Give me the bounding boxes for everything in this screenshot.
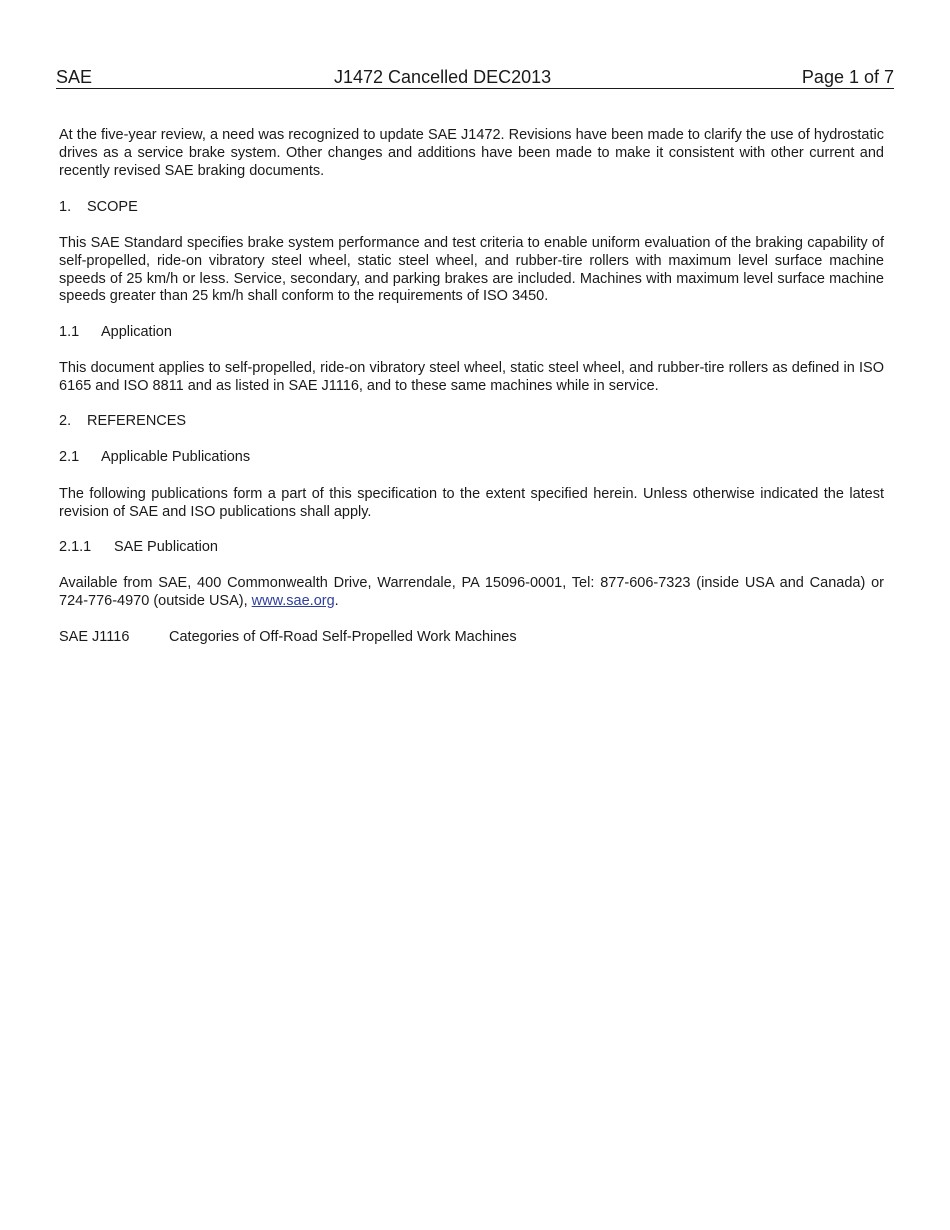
header-document-id: J1472 Cancelled DEC2013 xyxy=(334,67,552,87)
section-title: SCOPE xyxy=(87,199,138,215)
header-organization: SAE xyxy=(56,67,93,87)
scope-paragraph: This SAE Standard specifies brake system performance and test criteria to enable uniform evaluation of the braking capability of self-propelled, ride-on vibratory steel wheel, static steel wheel, and rubber-tire rollers with maximum level surface machine speeds of 25 km/h or less. Service, secondary, and parking brakes are included. Machines with maximum level surface machine speeds greater than 25 km/h shall conform to the requirements of ISO 3450. xyxy=(59,235,884,305)
availability-text: Available from SAE, 400 Commonwealth Drive, Warrendale, PA 15096-0001, Tel: 877-606-7323 (inside USA and Canada) or 724-776-4970 (outside USA), xyxy=(59,575,884,609)
application-paragraph: This document applies to self-propelled, ride-on vibratory steel wheel, static steel wheel, and rubber-tire rollers as defined in ISO 6165 and ISO 8811 and as listed in SAE J1116, and to these same machines while in service. xyxy=(59,360,884,394)
publications-paragraph: The following publications form a part of this specification to the extent specified herein. Unless otherwise indicated the latest revision of SAE and ISO publications shall apply. xyxy=(59,486,884,520)
intro-paragraph: At the five-year review, a need was recognized to update SAE J1472. Revisions have been made to clarify the use of hydrostatic drives as a service brake system. Other changes and additions have been made to make it consistent with other current and recently revised SAE braking documents. xyxy=(59,127,884,179)
section-number: 1.1 xyxy=(59,324,80,340)
reference-code: SAE J1116 xyxy=(59,629,130,645)
section-2-heading xyxy=(59,413,884,431)
header-page-number: Page 1 of 7 xyxy=(801,67,894,87)
section-title: Applicable Publications xyxy=(101,449,251,465)
section-title: Application xyxy=(101,324,172,340)
section-2-1-1-heading xyxy=(59,539,884,557)
reference-title: Categories of Off-Road Self-Propelled Work Machines xyxy=(169,629,517,645)
availability-period: . xyxy=(334,592,339,609)
section-title: REFERENCES xyxy=(87,413,187,429)
page-header xyxy=(56,66,894,89)
section-title: SAE Publication xyxy=(114,539,218,555)
section-2-1-heading xyxy=(59,449,884,467)
section-number: 1. xyxy=(59,199,72,215)
section-number: 2.1 xyxy=(59,449,80,465)
section-1-1-heading xyxy=(59,324,884,342)
section-number: 2. xyxy=(59,413,72,429)
reference-entry xyxy=(59,629,884,647)
sae-website-link[interactable]: www.sae.org xyxy=(251,592,335,609)
section-number: 2.1.1 xyxy=(59,539,92,555)
sae-availability-paragraph xyxy=(59,575,884,611)
section-1-heading xyxy=(59,199,884,217)
